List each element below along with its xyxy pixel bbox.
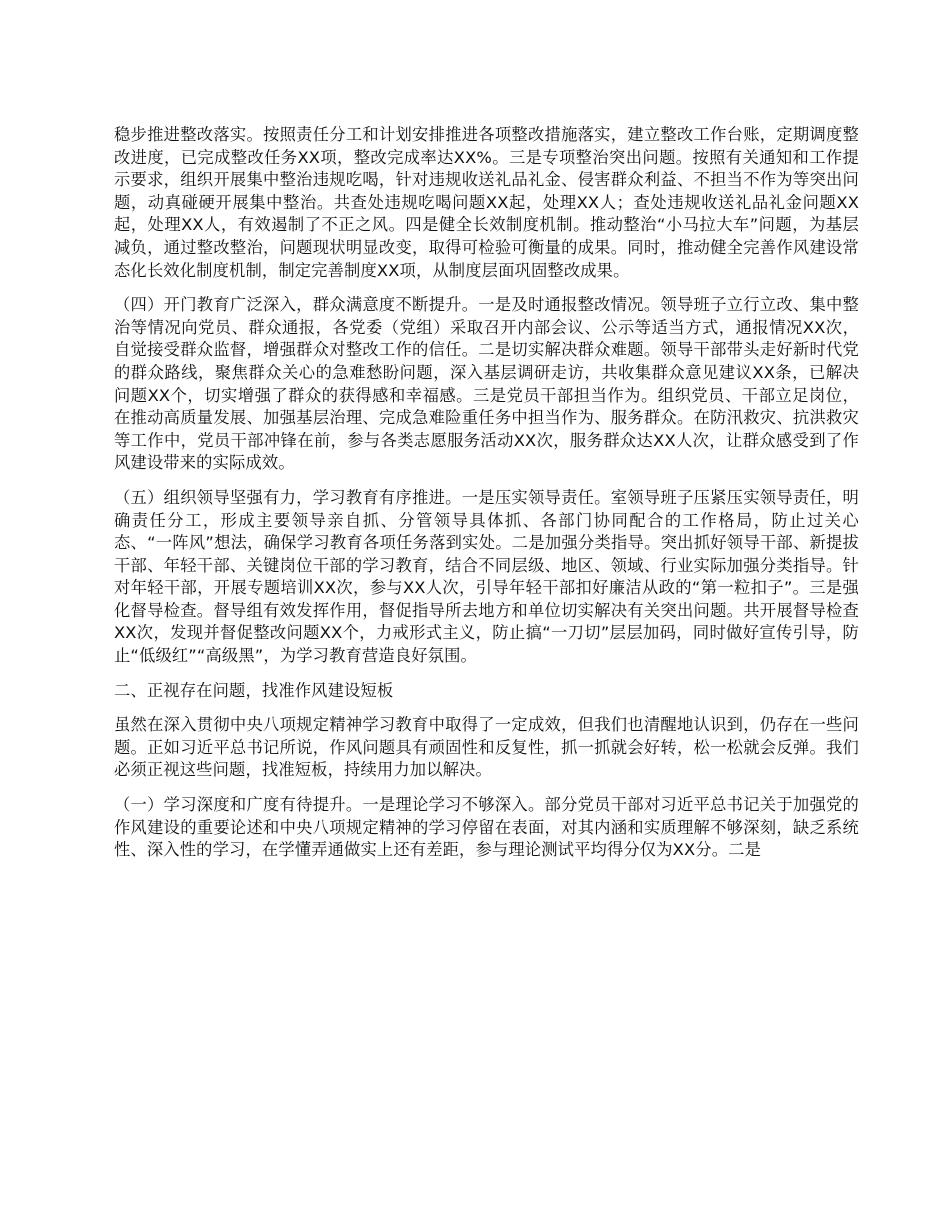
paragraph-study-depth: （一）学习深度和广度有待提升。一是理论学习不够深入。部分党员干部对习近平总书记关于加强党的作风建设的重要论述和中央八项规定精神的学习停留在表面，对其内涵和实质理解不够深刻，缺乏系统性、深入性的学习，在学懂弄通做实上还有差距，参与理论测试平均得分仅为XX分。二是: [114, 795, 859, 860]
paragraph-open-education: （四）开门教育广泛深入，群众满意度不断提升。一是及时通报整改情况。领导班子立行立改、集中整治等情况向党员、群众通报，各党委（党组）采取召开内部会议、公示等适当方式，通报情况XX次，自觉接受群众监督，增强群众对整改工作的信任。二是切实解决群众难题。领导干部带头走好新时代党的群众路线，聚焦群众关心的急难愁盼问题，深入基层调研走访，共收集群众意见建议XX条，已解决问题XX个，切实增强了群众的获得感和幸福感。三是党员干部担当作为。组织党员、干部立足岗位，在推动高质量发展、加强基层治理、完成急难险重任务中担当作为、服务群众。在防汛救灾、抗洪救灾等工作中，党员干部冲锋在前，参与各类志愿服务活动XX次，服务群众达XX人次，让群众感受到了作风建设带来的实际成效。: [114, 295, 859, 473]
paragraph-problems-intro: 虽然在深入贯彻中央八项规定精神学习教育中取得了一定成效，但我们也清醒地认识到，仍存在一些问题。正如习近平总书记所说，作风问题具有顽固性和反复性，抓一抓就会好转，松一松就会反弹。我们必须正视这些问题，找准短板，持续用力加以解决。: [114, 715, 859, 780]
paragraph-rectification: 稳步推进整改落实。按照责任分工和计划安排推进各项整改措施落实，建立整改工作台账，定期调度整改进度，已完成整改任务XX项，整改完成率达XX%。三是专项整治突出问题。按照有关通知和工作提示要求，组织开展集中整治违规吃喝，针对违规收送礼品礼金、侵害群众利益、不担当不作为等突出问题，动真碰硬开展集中整治。共查处违规吃喝问题XX起，处理XX人；查处违规收送礼品礼金问题XX起，处理XX人，有效遏制了不正之风。四是健全长效制度机制。推动整治“小马拉大车”问题，为基层减负，通过整改整治，问题现状明显改变，取得可检验可衡量的成果。同时，推动健全完善作风建设常态化长效化制度机制，制定完善制度XX项，从制度层面巩固整改成果。: [114, 125, 859, 280]
paragraph-organization-leadership: （五）组织领导坚强有力，学习教育有序推进。一是压实领导责任。室领导班子压紧压实领导责任，明确责任分工，形成主要领导亲自抓、分管领导具体抓、各部门协同配合的工作格局，防止过关心态、“一阵风”想法，确保学习教育各项任务落到实处。二是加强分类指导。突出抓好领导干部、新提拔干部、年轻干部、关键岗位干部的学习教育，结合不同层级、地区、领域、行业实际加强分类指导。针对年轻干部，开展专题培训XX次，参与XX人次，引导年轻干部扣好廉洁从政的“第一粒扣子”。三是强化督导检查。督导组有效发挥作用，督促指导所去地方和单位切实解决有关突出问题。共开展督导检查XX次，发现并督促整改问题XX个，力戒形式主义，防止搞“一刀切”层层加码，同时做好宣传引导，防止“低级红”“高级黑”，为学习教育营造良好氛围。: [114, 487, 859, 666]
section-heading: 二、正视存在问题，找准作风建设短板: [114, 680, 394, 700]
document-page: [114, 124, 859, 874]
